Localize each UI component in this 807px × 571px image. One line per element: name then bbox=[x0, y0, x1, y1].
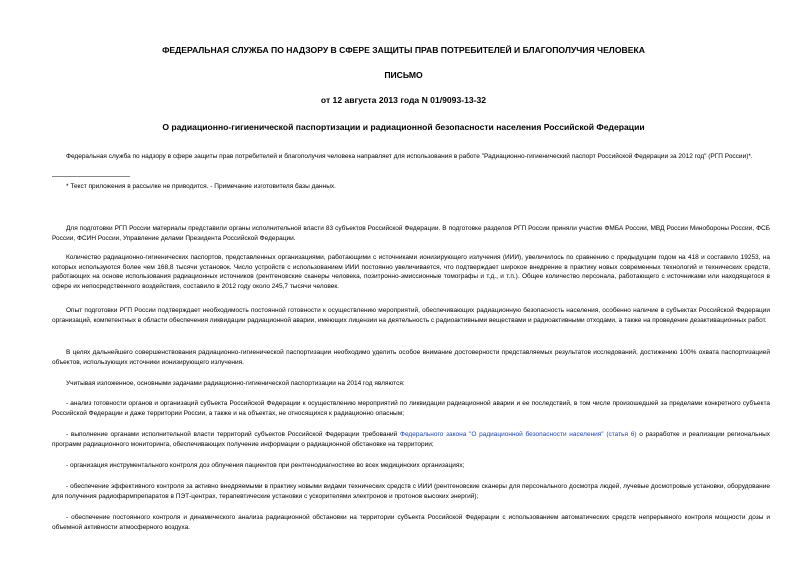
paragraph-5: Учитывая изложенное, основными задачами радиационно-гигиенической паспортизации на 2014 год являются: bbox=[66, 380, 405, 387]
bullet-5: - обеспечение постоянного контроля и динамического анализа радиационной обстановки на территории субъекта Российской Федерации с использованием автоматических средств непрерывного контроля мощности дозы и объемной активности атмосферного воздуха. bbox=[52, 514, 770, 531]
intro-paragraph: Федеральная служба по надзору в сфере защиты прав потребителей и благополучия человека направляет для использования в работе "Радиационно-гигиенический паспорт Российской Федерации за 2012 год" (РГП России)*. bbox=[66, 153, 753, 160]
paragraph-4: В целях дальнейшего совершенствования радиационно-гигиенической паспортизации необходимо уделить особое внимание достоверности представляемых результатов исследований, достижению 100% охвата паспортизацией объектов, использующих источники ионизирующего излучения. bbox=[52, 349, 770, 366]
document-subject: О радиационно-гигиенической паспортизации и радиационной безопасности населения Российской Федерации bbox=[162, 122, 645, 132]
federal-law-link[interactable]: Федерального закона "О радиационной безопасности населения" bbox=[400, 431, 604, 438]
article-6-link[interactable]: (статья 6) bbox=[606, 431, 637, 438]
document-date-number: от 12 августа 2013 года N 01/9093-13-32 bbox=[320, 95, 487, 105]
agency-heading: ФЕДЕРАЛЬНАЯ СЛУЖБА ПО НАДЗОРУ В СФЕРЕ ЗАЩИТЫ ПРАВ ПОТРЕБИТЕЛЕЙ И БЛАГОПОЛУЧИЯ ЧЕЛОВЕКА bbox=[162, 45, 645, 55]
paragraph-3: Опыт подготовки РГП России подтверждает необходимость постоянной готовности к осуществлению мероприятий, обеспечивающих радиационную безопасность населения, особенно наличие в субъектах Российской Федерации организаций, компетентных в области обеспечения ликвидации радиационной аварии, имеющих лицензии на деятельность с радиоактивными веществами и радиоактивными отходами, а также на проведение дезактивационных работ. bbox=[52, 307, 770, 324]
document-type: ПИСЬМО bbox=[384, 70, 423, 80]
bullet-4: - обеспечение эффективного контроля за активно внедряемыми в практику новыми видами технических средств с ИИИ (рентгеновские сканеры для персонального досмотра людей, лучевые досмотровые установки, оборудование для получения радиофармпрепаратов в ПЭТ-центрах, терапевтические установки с ускорителями электронов и протонов высоких энергий); bbox=[52, 483, 770, 500]
bullet-2-lead: - выполнение органами исполнительной власти территорий субъектов Российской Федерации требований bbox=[66, 431, 401, 438]
bullet-2-tail: о разработке и реализации региональных программ радиационного мониторинга, обеспечивающих получение информации о радиационной обстановке на территории; bbox=[52, 431, 770, 448]
paragraph-1: Для подготовки РГП России материалы представили органы исполнительной власти 83 субъектов Российской Федерации. В подготовке разделов РГП России приняли участие ФМБА России, МВД России Минобороны России, ФСБ России, ФСИН России, Управление делами Президента Российской Федерации. bbox=[52, 225, 770, 242]
footnote: * Текст приложения в рассылке не приводится. - Примечание изготовителя базы данных. bbox=[66, 183, 336, 190]
paragraph-2: Количество радиационно-гигиенических паспортов, представленных организациями, работающими с источниками ионизирующего излучения (ИИИ), увеличилось по сравнению с предыдущим годом на 418 и составило 19253, на которых используются более чем 168,8 тысячи установок. Число устройств с использованием ИИИ постоянно увеличивается, что подтверждает широкое внедрение в практику новых современных технологий и технических средств, работающих на основе использования радиационных источников (рентгеновские сканеры человека, позитронно-эмиссионные томографы и т.д., и т.п.). Общее количество персонала, работающего с источниками или находящегося в сфере их непосредственного воздействия, составило в 2012 году около 245,7 тысячи человек. bbox=[52, 254, 770, 290]
bullet-3: - организация инструментального контроля доз облучения пациентов при рентгенодиагностике во всех медицинских организациях; bbox=[66, 462, 465, 469]
footnote-divider bbox=[52, 176, 130, 177]
bullet-1: - анализ готовности органов и организаций субъекта Российской Федерации к осуществлению мероприятий по ликвидации радиационной аварии и ее последствий, в том числе произошедшей за пределами конкретного субъекта Российской Федерации и даже территории России, а также и на объектах, не относящихся к радиационно опасным; bbox=[52, 400, 770, 417]
bullet-2 bbox=[52, 430, 770, 449]
